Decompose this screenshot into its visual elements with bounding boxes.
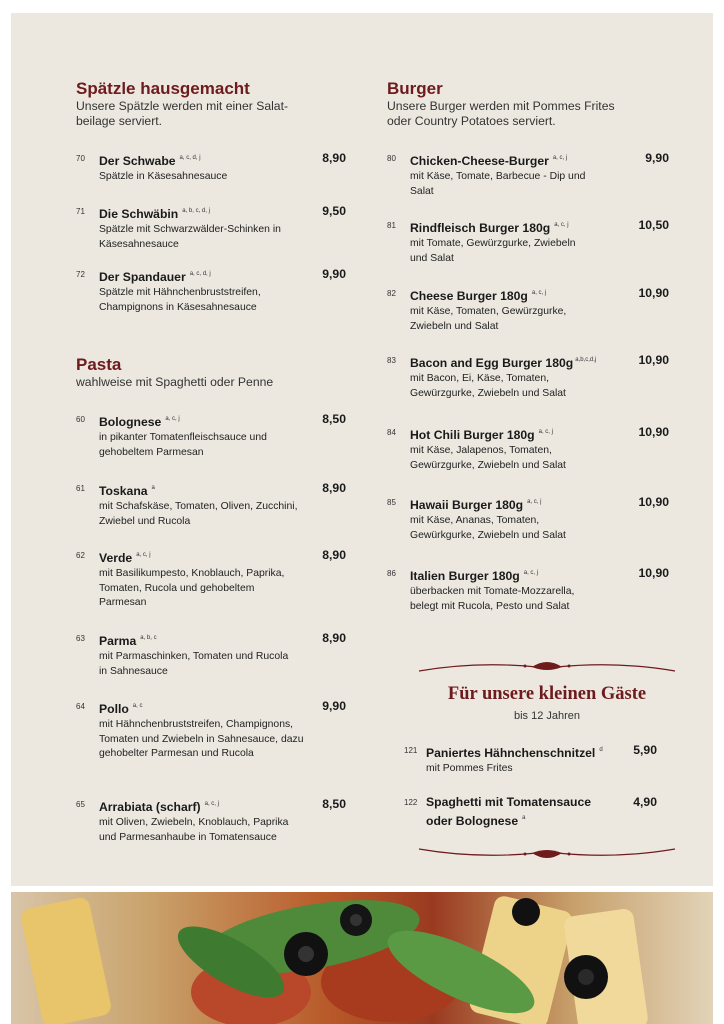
item-price: 10,90 [638,495,669,509]
item-description: in pikanter Tomatenfleischsauce und gehobeltem Parmesan [99,432,267,458]
item-price: 4,90 [633,795,657,809]
item-name: Arrabiata (scharf) [99,800,201,814]
item-description: mit Basilikumpesto, Knoblauch, Paprika, Tomaten, Rucola und gehobeltem Parmesan [99,568,285,608]
item-number: 63 [76,634,85,643]
item-name: Verde [99,551,133,565]
item-description: mit Käse, Jalapenos, Tomaten, Gewürzgurke, Zwiebeln und Salat [410,445,566,471]
menu-page [11,13,713,886]
item-description: mit Hähnchenbruststreifen, Champignons, Tomaten und Zwiebeln in Sahnesauce, dazu gehobelter Parmesan und Rucola [99,719,304,759]
item-name: Rindfleisch Burger 180g [410,221,551,235]
pasta-photo [11,892,713,1024]
item-price: 8,90 [322,481,346,495]
item-name: Paniertes Hähnchenschnitzel [426,746,596,760]
item-description: Spätzle in Käsesahnesauce [99,171,228,182]
kids-title: Für unsere kleinen Gäste [447,684,647,704]
item-number: 80 [387,154,396,163]
item-description: mit Käse, Tomaten, Gewürzgurke, Zwiebeln und Salat [410,306,567,332]
item-number: 122 [404,798,418,807]
item-price: 10,50 [638,218,669,232]
item-number: 86 [387,569,396,578]
burger-title: Burger [387,79,443,98]
item-description: mit Käse, Ananas, Tomaten, Gewürkgurke, Zwiebeln und Salat [410,515,566,541]
item-name: Toskana [99,484,148,498]
item-name-line2: oder Bolognese [426,814,519,828]
item-name: Der Schwabe [99,154,176,168]
item-name: Chicken-Cheese-Burger [410,154,549,168]
item-description: mit Bacon, Ei, Käse, Tomaten, Gewürzgurke, Zwiebeln und Salat [410,373,566,399]
item-allergens: a, c, j [527,499,542,505]
item-number: 61 [76,484,85,493]
item-number: 121 [404,746,418,755]
item-number: 65 [76,800,85,809]
item-name: Italien Burger 180g [410,569,520,583]
item-number: 62 [76,551,85,560]
item-allergens: a, b, c [140,635,157,641]
item-number: 70 [76,154,85,163]
item-number: 84 [387,428,396,437]
item-price: 5,90 [633,743,657,757]
pasta-title: Pasta [76,355,122,374]
item-name: Bolognese [99,415,162,429]
item-description: mit Parmaschinken, Tomaten und Rucola in Sahnesauce [99,651,289,677]
item-price: 10,90 [638,353,669,367]
item-allergens: a,b,c,d,j [575,357,597,363]
item-price: 9,90 [322,699,346,713]
item-name: Hot Chili Burger 180g [410,428,535,442]
item-price: 10,90 [638,425,669,439]
item-allergens: a, b, c, d, j [182,208,210,214]
item-price: 8,90 [322,631,346,645]
item-name: Pollo [99,702,129,716]
item-description: mit Tomate, Gewürzgurke, Zwiebeln und Salat [410,238,576,264]
item-number: 82 [387,289,396,298]
item-name: Spaghetti mit Tomatensauce [426,795,592,809]
item-description: mit Schafskäse, Tomaten, Oliven, Zucchini, Zwiebel und Rucola [99,501,298,527]
item-name: Die Schwäbin [99,207,179,221]
item-allergens: a, c, j [204,801,219,807]
item-number: 71 [76,207,85,216]
item-allergens: a, c, j [552,155,568,161]
item-allergens: a [522,815,526,821]
spaetzle-subtitle: Unsere Spätzle werden mit einer Salat- beilage serviert. [76,99,289,128]
item-allergens: a, c, j [554,222,569,228]
item-number: 60 [76,415,85,424]
item-price: 8,50 [322,797,346,811]
item-allergens: a, c, j [538,429,553,435]
item-name: Hawaii Burger 180g [410,498,524,512]
item-name: Parma [99,634,137,648]
item-price: 9,50 [322,204,346,218]
item-allergens: a [151,485,155,491]
spaetzle-title: Spätzle hausgemacht [76,79,250,98]
item-number: 83 [387,356,396,365]
pasta-illustration [11,892,713,1024]
item-price: 8,90 [322,151,346,165]
item-price: 10,90 [638,286,669,300]
pasta-subtitle: wahlweise mit Spaghetti oder Penne [76,375,274,389]
item-allergens: a, c, j [165,416,180,422]
bottom-ornament-divider [417,843,677,863]
item-allergens: a, c, j [523,570,539,576]
burger-subtitle: Unsere Burger werden mit Pommes Frites oder Country Potatoes serviert. [387,99,615,128]
item-description: mit Oliven, Zwiebeln, Knoblauch, Paprika und Parmesanhaube in Tomatensauce [99,817,289,843]
item-description: mit Käse, Tomate, Barbecue - Dip und Salat [410,171,586,197]
item-number: 72 [76,270,85,279]
item-description: Spätzle mit Schwarzwälder-Schinken in Käsesahnesauce [99,224,281,250]
item-name: Der Spandauer [99,270,186,284]
item-allergens: a, c, j [531,290,547,296]
top-ornament-divider [417,657,677,677]
item-name: Cheese Burger 180g [410,289,528,303]
item-price: 8,90 [322,548,346,562]
item-description: mit Pommes Frites [426,763,513,774]
item-price: 8,50 [322,412,346,426]
item-number: 81 [387,221,396,230]
item-allergens: a, c, j [136,552,151,558]
item-name: Bacon and Egg Burger 180g [410,356,574,370]
item-allergens: d [599,747,603,753]
item-description: Spätzle mit Hähnchenbruststreifen, Champignons in Käsesahnesauce [99,287,261,313]
item-number: 85 [387,498,396,507]
item-allergens: a, c [132,703,143,709]
item-price: 9,90 [645,151,669,165]
item-price: 9,90 [322,267,346,281]
item-allergens: a, c, d, j [189,271,211,277]
item-description: überbacken mit Tomate-Mozzarella, belegt mit Rucola, Pesto und Salat [410,586,575,612]
item-allergens: a, c, d, j [179,155,201,161]
kids-subtitle: bis 12 Jahren [513,710,581,722]
item-price: 10,90 [638,566,669,580]
item-number: 64 [76,702,85,711]
